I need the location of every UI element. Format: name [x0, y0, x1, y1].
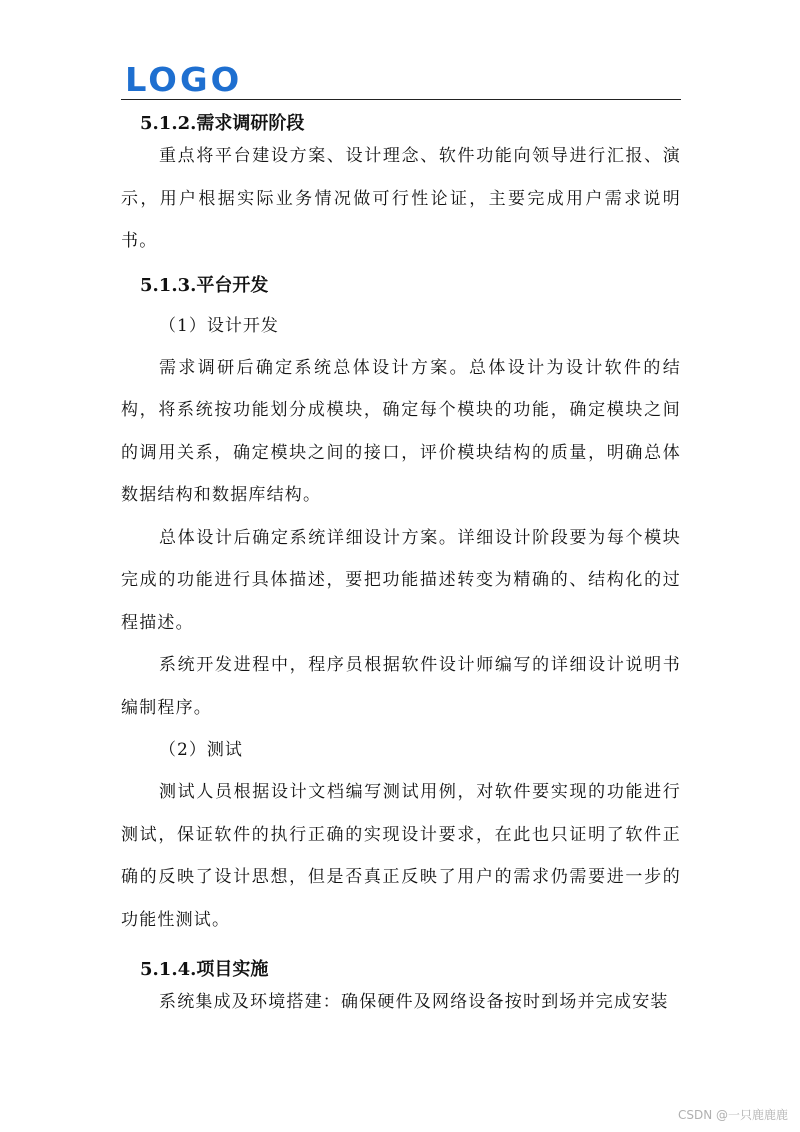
logo: LOGO [125, 60, 243, 99]
paragraph: 系统集成及环境搭建：确保硬件及网络设备按时到场并完成安装 [159, 992, 669, 1012]
section-heading-5-1-3: 5.1.3.平台开发 [140, 274, 269, 296]
subheading-testing: （2）测试 [159, 740, 243, 760]
paragraph: 重点将平台建设方案、设计理念、软件功能向领导进行汇报、演示，用户根据实际业务情况做可行性论证，主要完成用户需求说明书。 [121, 146, 681, 251]
subheading-design-development: （1）设计开发 [159, 315, 279, 336]
paragraph: 需求调研后确定系统总体设计方案。总体设计为设计软件的结构，将系统按功能划分成模块，确定每个模块的功能，确定模块之间的调用关系，确定模块之间的接口，评价模块结构的质量，明确总体数据结构和数据库结构。 [121, 357, 681, 505]
section-heading-5-1-2: 5.1.2.需求调研阶段 [140, 113, 305, 134]
section-heading-5-1-4: 5.1.4.项目实施 [140, 959, 269, 980]
paragraph: 系统开发进程中，程序员根据软件设计师编写的详细设计说明书编制程序。 [121, 655, 681, 718]
paragraph: 总体设计后确定系统详细设计方案。详细设计阶段要为每个模块完成的功能进行具体描述，要把功能描述转变为精确的、结构化的过程描述。 [121, 527, 681, 633]
paragraph: 测试人员根据设计文档编写测试用例，对软件要实现的功能进行测试，保证软件的执行正确的实现设计要求，在此也只证明了软件正确的反映了设计思想，但是否真正反映了用户的需求仍需要进一步的功能性测试。 [121, 782, 681, 930]
document-body [121, 103, 681, 1024]
header-divider [121, 99, 681, 100]
watermark: CSDN @一只鹿鹿鹿 [677, 1108, 788, 1122]
